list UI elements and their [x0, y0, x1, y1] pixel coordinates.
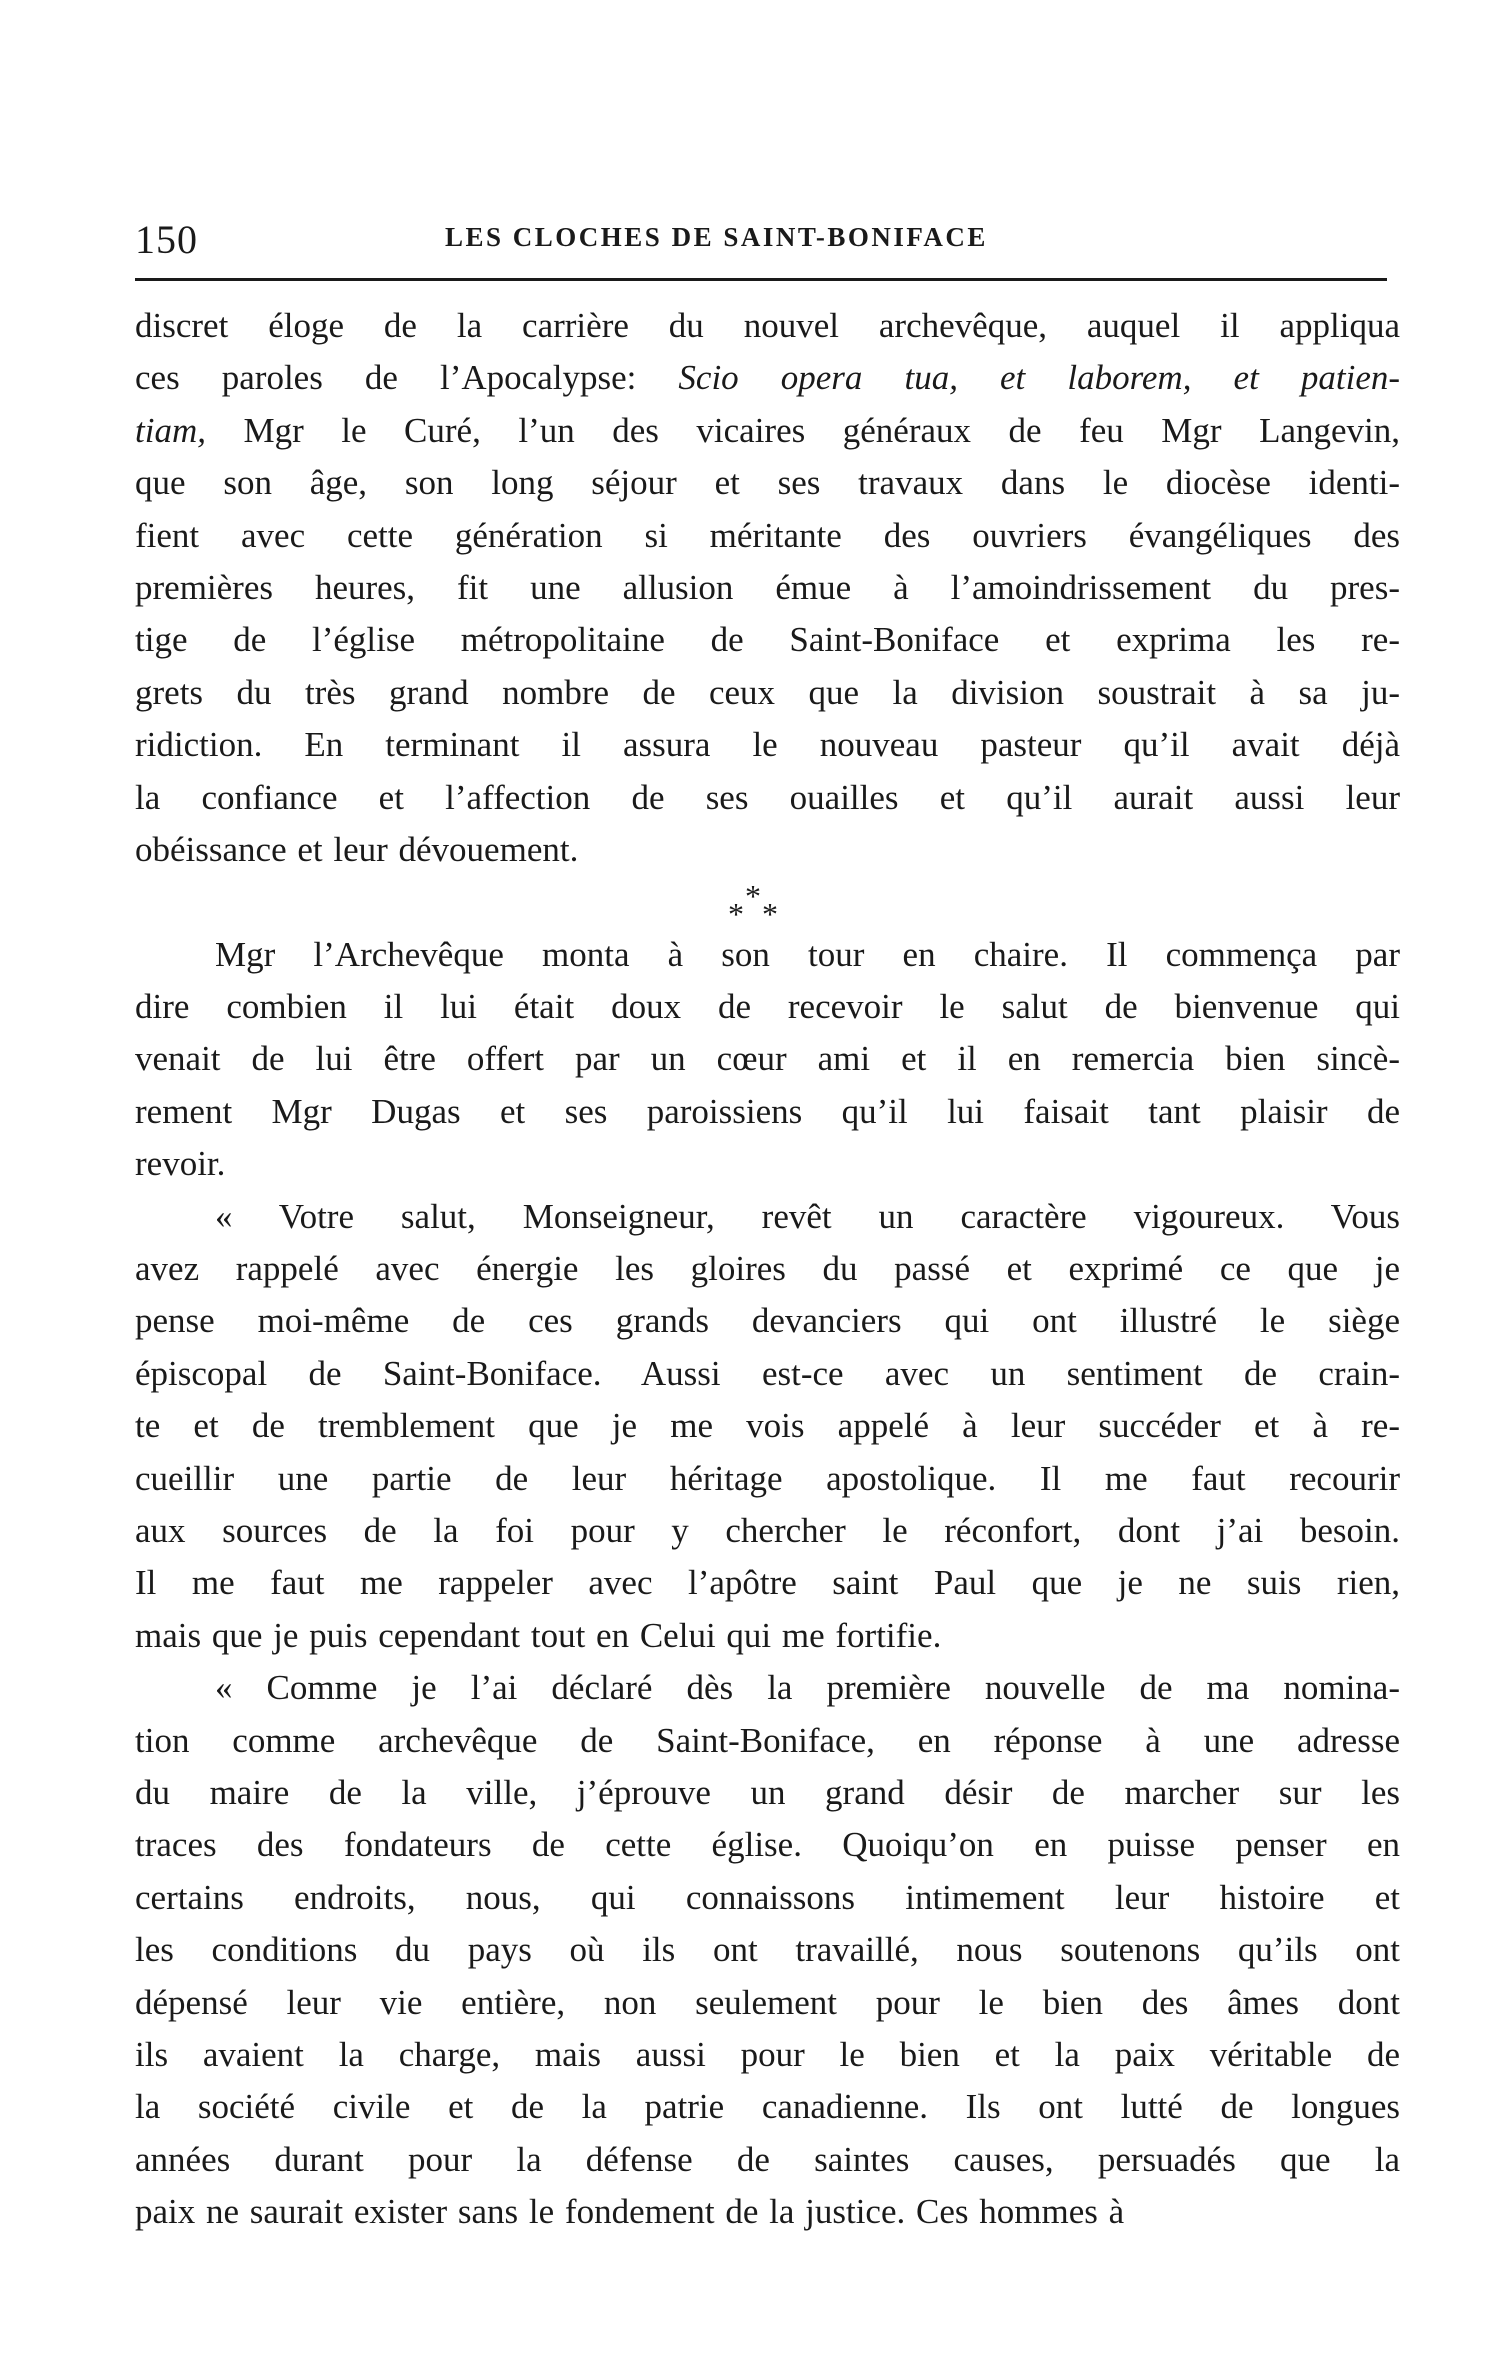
text-line	[135, 1033, 1400, 1085]
text-run: tige de l’église métropolitaine de Saint-Boniface et exprima les re-	[135, 620, 1400, 660]
text-run: venait de lui être offert par un cœur ami et il en remercia bien sincè-	[135, 1039, 1400, 1079]
text-run: du maire de la ville, j’éprouve un grand désir de marcher sur les	[135, 1772, 1400, 1812]
text-run: revoir.	[135, 1144, 226, 1184]
text-line	[135, 1505, 1400, 1557]
text-line	[135, 1557, 1400, 1609]
text-run: certains endroits, nous, qui connaissons intimement leur histoire et	[135, 1877, 1400, 1917]
text-line	[135, 405, 1400, 457]
text-line	[135, 1610, 1400, 1662]
text-line	[135, 2029, 1400, 2081]
text-run: dépensé leur vie entière, non seulement pour le bien des âmes dont	[135, 1982, 1400, 2022]
text-run: paix ne saurait exister sans le fondement de la justice. Ces hommes à	[135, 2192, 1125, 2232]
asterism-star: *	[728, 896, 744, 933]
italic-quotation: Scio opera tua, et laborem, et patien-	[678, 358, 1401, 398]
text-line	[135, 1715, 1400, 1767]
text-line	[135, 2081, 1400, 2133]
text-line	[135, 1243, 1400, 1295]
text-run: pense moi-même de ces grands devanciers qui ont illustré le siège	[135, 1301, 1400, 1341]
text-line	[135, 1191, 1400, 1243]
text-line	[135, 300, 1400, 352]
text-run: années durant pour la défense de saintes causes, persuadés que la	[135, 2139, 1400, 2179]
text-run: tion comme archevêque de Saint-Boniface, en réponse à une adresse	[135, 1720, 1400, 1760]
text-line	[135, 1872, 1400, 1924]
asterism-star: *	[762, 896, 778, 933]
text-run: aux sources de la foi pour y chercher le réconfort, dont j’ai besoin.	[135, 1510, 1400, 1550]
text-run: ils avaient la charge, mais aussi pour le bien et la paix véritable de	[135, 2034, 1400, 2074]
text-line	[135, 1295, 1400, 1347]
text-run: grets du très grand nombre de ceux que la division soustrait à sa ju-	[135, 672, 1400, 712]
text-line	[135, 2186, 1400, 2238]
body-text	[135, 300, 1400, 2238]
page-header	[135, 210, 1385, 270]
paragraph	[135, 300, 1400, 876]
asterism-star: *	[745, 878, 761, 915]
text-line	[135, 1819, 1400, 1871]
text-run: avez rappelé avec énergie les gloires du passé et exprimé ce que je	[135, 1249, 1400, 1289]
text-line	[135, 1662, 1400, 1714]
paragraph	[135, 1662, 1400, 2238]
text-line	[135, 1767, 1400, 1819]
text-run: Il me faut me rappeler avec l’apôtre saint Paul que je ne suis rien,	[135, 1563, 1400, 1603]
text-line	[135, 352, 1400, 404]
text-run: ces paroles de l’Apocalypse:	[135, 358, 679, 398]
text-run: ridiction. En terminant il assura le nouveau pasteur qu’il avait déjà	[135, 725, 1400, 765]
text-line	[135, 1400, 1400, 1452]
text-line	[135, 719, 1400, 771]
text-run: la confiance et l’affection de ses ouailles et qu’il aurait aussi leur	[135, 777, 1400, 817]
text-run: mais que je puis cependant tout en Celui qui me fortifie.	[135, 1615, 942, 1655]
text-line	[135, 929, 1400, 981]
text-run: les conditions du pays où ils ont travaillé, nous soutenons qu’ils ont	[135, 1930, 1400, 1970]
text-line	[135, 981, 1400, 1033]
page-number: 150	[135, 217, 198, 262]
text-run: cueillir une partie de leur héritage apostolique. Il me faut recourir	[135, 1458, 1400, 1498]
text-run: dire combien il lui était doux de recevoir le salut de bienvenue qui	[135, 987, 1400, 1027]
running-title: LES CLOCHES DE SAINT-BONIFACE	[445, 222, 988, 252]
text-line	[135, 562, 1400, 614]
text-line	[135, 2134, 1400, 2186]
text-run: Mgr le Curé, l’un des vicaires généraux de feu Mgr Langevin,	[205, 410, 1400, 450]
text-run: discret éloge de la carrière du nouvel archevêque, auquel il appliqua	[135, 306, 1400, 345]
text-line	[135, 1924, 1400, 1976]
text-run: « Comme je l’ai déclaré dès la première nouvelle de ma nomina-	[215, 1668, 1400, 1708]
text-line	[135, 1453, 1400, 1505]
text-line	[135, 457, 1400, 509]
header-rule	[135, 278, 1387, 281]
text-run: traces des fondateurs de cette église. Quoiqu’on en puisse penser en	[135, 1825, 1400, 1865]
text-line	[135, 1348, 1400, 1400]
italic-quotation: tiam,	[135, 410, 206, 450]
text-line	[135, 667, 1400, 719]
text-line	[135, 824, 1400, 876]
text-line	[135, 1977, 1400, 2029]
text-line	[135, 1086, 1400, 1138]
text-run: fient avec cette génération si méritante des ouvriers évangéliques des	[135, 515, 1400, 555]
text-line	[135, 614, 1400, 666]
text-run: la société civile et de la patrie canadienne. Ils ont lutté de longues	[135, 2087, 1400, 2127]
text-run: Mgr l’Archevêque monta à son tour en chaire. Il commença par	[215, 934, 1400, 974]
paragraph	[135, 929, 1400, 1191]
text-run: que son âge, son long séjour et ses travaux dans le diocèse identi-	[135, 463, 1400, 503]
text-run: premières heures, fit une allusion émue à l’amoindrissement du pres-	[135, 567, 1400, 607]
text-line	[135, 772, 1400, 824]
paragraph	[135, 1191, 1400, 1663]
text-run: obéissance et leur dévouement.	[135, 829, 579, 869]
text-line	[135, 1138, 1400, 1190]
text-run: épiscopal de Saint-Boniface. Aussi est-ce avec un sentiment de crain-	[135, 1353, 1400, 1393]
text-run: te et de tremblement que je me vois appelé à leur succéder et à re-	[135, 1406, 1400, 1446]
asterism	[135, 876, 1400, 933]
text-run: rement Mgr Dugas et ses paroissiens qu’il lui faisait tant plaisir de	[135, 1091, 1400, 1131]
text-run: « Votre salut, Monseigneur, revêt un caractère vigoureux. Vous	[215, 1196, 1400, 1236]
text-line	[135, 510, 1400, 562]
